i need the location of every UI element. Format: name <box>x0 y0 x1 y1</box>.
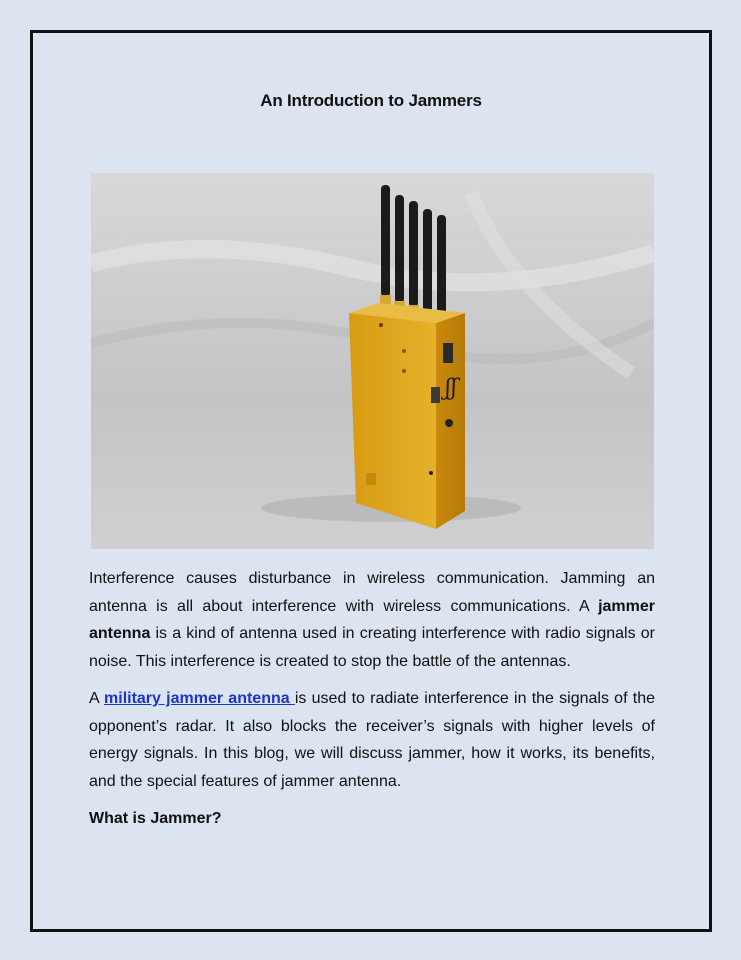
jammer-device-illustration <box>91 173 654 549</box>
jammer-antenna-bold: jammer antenna <box>89 597 655 642</box>
svg-text:ʃʃ: ʃʃ <box>445 376 457 401</box>
paragraph-intro <box>89 565 655 675</box>
paragraph-intro-text-1: Interference causes disturbance in wireless communication. Jamming an antenna is all about interference with wireless communications. A <box>89 570 655 615</box>
paragraph-intro-text-2: is a kind of antenna used in creating interference with radio signals or noise. This interference is created to stop the battle of the antennas. <box>89 625 655 670</box>
paragraph-military <box>89 685 655 795</box>
page-frame <box>30 30 712 932</box>
page-title: An Introduction to Jammers <box>260 91 482 110</box>
paragraph-military-lead: A <box>89 690 105 707</box>
section-heading-what-is-jammer: What is Jammer? <box>89 810 222 827</box>
jammer-photo <box>91 173 654 549</box>
paragraph-military-text: is used to radiate interference in the signals of the opponent’s radar. It also blocks the receiver’s signals with higher levels of energy signals. In this blog, we will discuss jammer, how it works, its benefits, and the special features of jammer antenna. <box>89 690 655 790</box>
article-body <box>89 565 655 833</box>
military-jammer-antenna-link[interactable]: military jammer antenna <box>104 690 295 707</box>
